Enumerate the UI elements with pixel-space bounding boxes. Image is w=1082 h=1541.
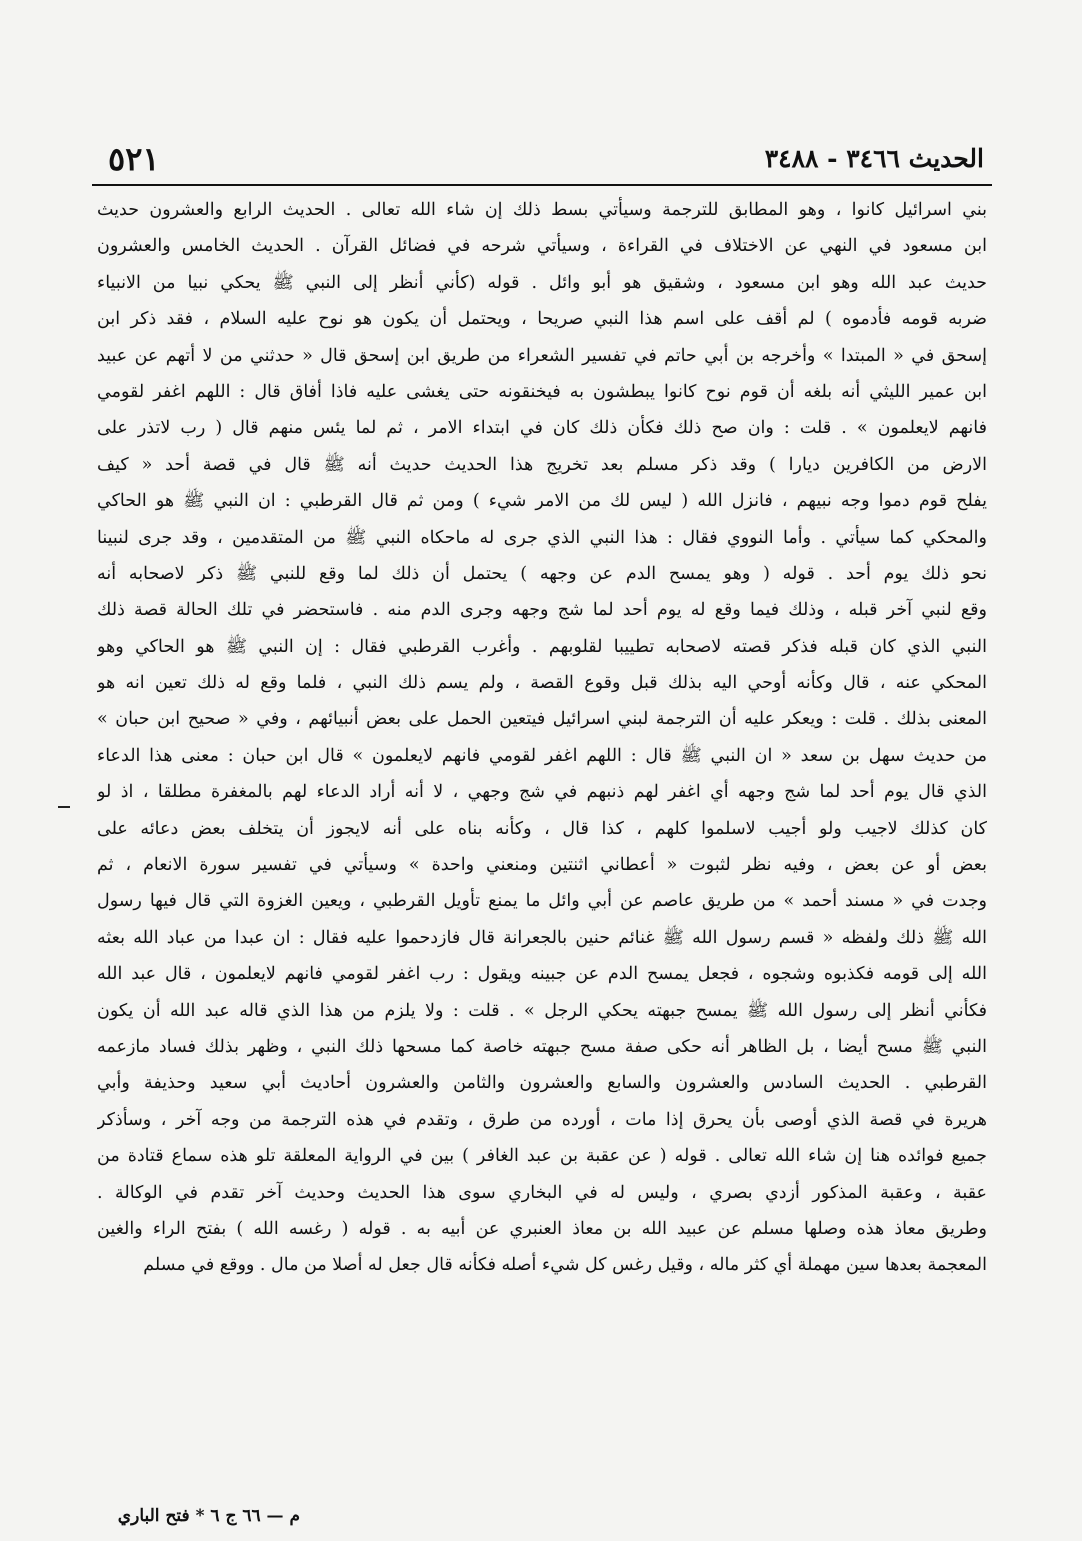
text-line: المحكي عنه ، قال وكأنه أوحي اليه بذلك قبل وقوع القصة ، ولم يسم ذلك النبي ، فلما وقع له ذلك تعين انه هو (97, 673, 987, 694)
text-line: حديث عبد الله وهو ابن مسعود ، وشقيق هو أبو وائل . قوله (كأني أنظر إلى النبي ﷺ يحكي نبيا من الانبياء (97, 272, 987, 293)
text-line: عقبة ، وعقبة المذكور أزدي بصري ، وليس له في البخاري سوى هذا الحديث وحديث آخر تقدم في الوكالة . (97, 1182, 987, 1203)
running-title: الحديث ٣٤٦٦ - ٣٤٨٨ (764, 144, 984, 173)
text-line: النبي ﷺ مسح أيضا ، بل الظاهر أنه حكى صفة مسح جبهته خاصة كما مسحها ذلك النبي ، وظهر بذلك فساد مازعمه (97, 1036, 987, 1057)
text-line: وطريق معاذ هذه وصلها مسلم عن عبيد الله بن معاذ العنبري عن أبيه به . قوله ( رغسه الله ) بفتح الراء والغين (97, 1218, 987, 1239)
text-line: فانهم لايعلمون » . قلت : وان صح ذلك فكأن ذلك كان في ابتداء الامر ، ثم لما يئس منهم قال ( رب لاتذر على (97, 418, 987, 439)
signature-mark: م — ٦٦ ج ٦ * فتح الباري (117, 1506, 300, 1526)
text-line: كان كذلك لاجيب ولو أجيب لاسلموا كلهم ، كذا قال ، وكأنه بناه على أنه لايجوز أن يتخلف بعض دعائه على (97, 818, 987, 839)
text-line: ابن عمير الليثي أنه بلغه أن قوم نوح كانوا يبطشون به فيخنقونه حتى يغشى عليه فاذا أفاق قال : اللهم اغفر لقومي (97, 381, 987, 402)
text-line: الارض من الكافرين ديارا ) وقد ذكر مسلم بعد تخريج هذا الحديث حديث أنه ﷺ قال في قصة أحد « كيف (97, 454, 987, 475)
margin-mark (58, 806, 70, 808)
text-line: المعنى بذلك . قلت : ويعكر عليه أن الترجمة لبني اسرائيل فيتعين الحمل على بعض أنبيائهم ، وفي « صحيح ابن حبان » (97, 709, 987, 730)
text-line: يفلح قوم دموا وجه نبيهم ، فانزل الله ( ليس لك من الامر شيء ) ومن ثم قال القرطبي : ان النبي ﷺ هو الحاكي (97, 491, 987, 512)
header-rule (92, 184, 992, 186)
text-line: جميع فوائده هنا إن شاء الله تعالى . قوله ( عن عقبة بن عبد الغافر ) بين في الرواية المعلقة تلو هذه سماع قتادة من (97, 1146, 987, 1167)
text-line: نحو ذلك يوم أحد . قوله ( وهو يمسح الدم عن وجهه ) يحتمل أن ذلك لما وقع للنبي ﷺ ذكر لاصحابه أنه (97, 563, 987, 584)
text-line: إسحق في « المبتدا » وأخرجه بن أبي حاتم في تفسير الشعراء من طريق ابن إسحق قال « حدثني من لا أتهم عن عبيد (97, 345, 987, 366)
page-header (92, 140, 984, 186)
text-line: ابن مسعود في النهي عن الاختلاف في القراءة ، وسيأتي شرحه في فضائل القرآن . الحديث الخامس والعشرون (97, 236, 987, 257)
text-line: القرطبي . الحديث السادس والعشرون والسابع والعشرون والثامن والعشرون أحاديث أبي سعيد وحذيفة وأبي (97, 1073, 987, 1094)
text-line: ضربه قومه فأدموه ) لم أقف على اسم هذا النبي صريحا ، ويحتمل أن يكون هو نوح عليه السلام ، فقد ذكر ابن (97, 309, 987, 330)
text-line: وجدت في « مسند أحمد » من طريق عاصم عن أبي وائل ما يمنع تأويل القرطبي ، ويعين الغزوة التي قال فيها رسول (97, 891, 987, 912)
text-line: والمحكي كما سيأتي . وأما النووي فقال : هذا النبي الذي جرى له ماحكاه النبي ﷺ من المتقدمين ، وقد جرى لنبينا (97, 527, 987, 548)
text-line: بني اسرائيل كانوا ، وهو المطابق للترجمة وسيأتي بسط ذلك إن شاء الله تعالى . الحديث الرابع والعشرون حديث (97, 200, 987, 220)
text-line: النبي الذي كان قبله فذكر قصته لاصحابه تطييبا لقلوبهم . وأغرب القرطبي فقال : إن النبي ﷺ هو الحاكي وهو (97, 636, 987, 657)
text-line: هريرة في قصة الذي أوصى بأن يحرق إذا مات ، أورده من طرق ، وتقدم في هذه الترجمة من وجه آخر ، وسأذكر (97, 1109, 987, 1130)
text-line: الله إلى قومه فكذبوه وشجوه ، فجعل يمسح الدم عن جبينه ويقول : رب اغفر لقومي فانهم لايعلمون ، قال عبد الله (97, 964, 987, 985)
text-line: وقع لنبي آخر قبله ، وذلك فيما وقع له يوم أحد لما شج وجهه وجرى الدم منه . فاستحضر في تلك الحالة قصة ذلك (97, 600, 987, 621)
text-line: فكأني أنظر إلى رسول الله ﷺ يمسح جبهته يحكي الرجل » . قلت : ولا يلزم من هذا الذي قاله عبد الله أن يكون (97, 1000, 987, 1021)
body-text (97, 192, 987, 1284)
page-number: ٥٢١ (108, 140, 160, 178)
text-line: من حديث سهل بن سعد « ان النبي ﷺ قال : اللهم اغفر لقومي فانهم لايعلمون » قال ابن حبان : معنى هذا الدعاء (97, 745, 987, 766)
text-line: الله ﷺ ذلك ولفظه « قسم رسول الله ﷺ غنائم حنين بالجعرانة قال فازدحموا عليه فقال : ان عبدا من عباد الله بعثه (97, 927, 987, 948)
text-line: بعض أو عن بعض ، وفيه نظر لثبوت « أعطاني اثنتين ومنعني واحدة » وسيأتي في تفسير سورة الانعام ، ثم (97, 855, 987, 876)
text-line: المعجمة بعدها سين مهملة أي كثر ماله ، وقيل رغس كل شيء أصله فكأنه قال جعل له أصلا من مال . ووقع في مسلم (143, 1255, 987, 1276)
text-line: الذي قال يوم أحد لما شج وجهه أي اغفر لهم ذنبهم في شج وجهي ، لا أنه أراد الدعاء لهم بالمغفرة مطلقا ، اذ لو (97, 782, 987, 803)
